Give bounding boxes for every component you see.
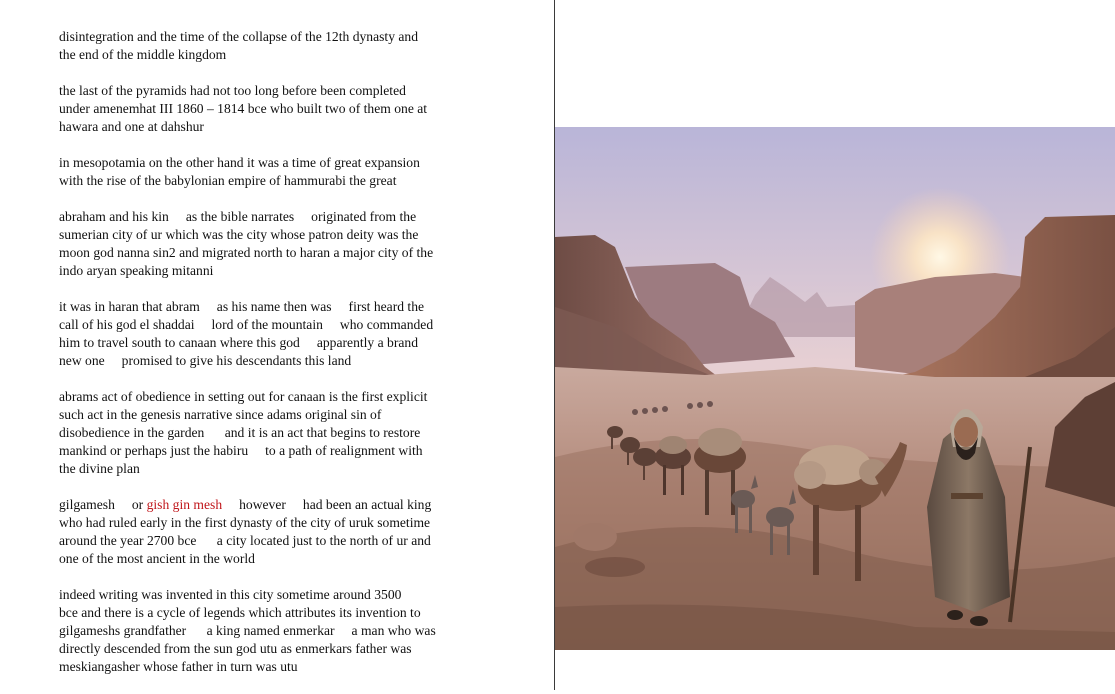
text-line: sumerian city of ur which was the city whose patron deity was the	[59, 227, 419, 242]
paragraph	[59, 82, 499, 136]
text-line: the divine plan	[59, 461, 140, 476]
text-line: meskiangasher whose father in turn was utu	[59, 659, 298, 674]
paragraph	[59, 208, 499, 280]
paragraph	[59, 586, 499, 676]
text-line: moon god nanna sin2 and migrated north to haran a major city of the	[59, 245, 434, 260]
text-line: abrams act of obedience in setting out for canaan is the first explicit	[59, 389, 428, 404]
text-line: hawara and one at dahshur	[59, 119, 204, 134]
text-line: mankind or perhaps just the habiru to a path of realignment with	[59, 443, 423, 458]
text-line	[59, 496, 499, 514]
highlighted-term: gish gin mesh	[146, 497, 223, 512]
paragraph	[59, 388, 499, 478]
text-line: directly descended from the sun god utu as enmerkars father was	[59, 641, 412, 656]
text-line: with the rise of the babylonian empire of hammurabi the great	[59, 173, 397, 188]
paragraph	[59, 28, 499, 64]
text-line: gilgameshs grandfather a king named enmerkar a man who was	[59, 623, 436, 638]
text-line: new one promised to give his descendants this land	[59, 353, 352, 368]
text-line: bce and there is a cycle of legends which attributes its invention to	[59, 605, 421, 620]
text-line: who had ruled early in the first dynasty of the city of uruk sometime	[59, 515, 431, 530]
text-line: it was in haran that abram as his name then was first heard the	[59, 299, 425, 314]
paragraph	[59, 298, 499, 370]
paragraph	[59, 154, 499, 190]
text-line: one of the most ancient in the world	[59, 551, 255, 566]
text-line: around the year 2700 bce a city located just to the north of ur and	[59, 533, 431, 548]
text-line: indo aryan speaking mitanni	[59, 263, 214, 278]
text-line: abraham and his kin as the bible narrates originated from the	[59, 209, 417, 224]
text-segment: however had been an actual king	[222, 497, 432, 512]
text-line: the end of the middle kingdom	[59, 47, 227, 62]
text-line: indeed writing was invented in this city sometime around 3500	[59, 587, 402, 602]
text-line: the last of the pyramids had not too long before been completed	[59, 83, 406, 98]
text-line: disintegration and the time of the collapse of the 12th dynasty and	[59, 29, 419, 44]
text-segment: gilgamesh or	[59, 497, 147, 512]
caravan-illustration	[555, 127, 1115, 650]
document-text-column	[59, 28, 499, 694]
text-line: call of his god el shaddai lord of the mountain who commanded	[59, 317, 434, 332]
text-line: under amenemhat III 1860 – 1814 bce who built two of them one at	[59, 101, 428, 116]
text-line: in mesopotamia on the other hand it was a time of great expansion	[59, 155, 420, 170]
text-line: disobedience in the garden and it is an act that begins to restore	[59, 425, 421, 440]
text-line: such act in the genesis narrative since adams original sin of	[59, 407, 382, 422]
text-line: him to travel south to canaan where this god apparently a brand	[59, 335, 418, 350]
paragraph	[59, 496, 499, 568]
